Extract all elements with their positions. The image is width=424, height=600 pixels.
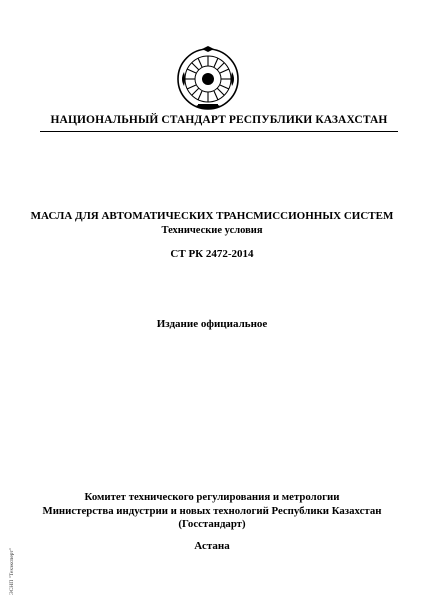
publication-city: Астана: [194, 540, 230, 552]
org-line: Министерства индустрии и новых технологий Республики Казахстан: [42, 504, 382, 517]
org-line: (Госстандарт): [178, 518, 246, 530]
header-divider: [40, 131, 398, 132]
standard-label: НАЦИОНАЛЬНЫЙ СТАНДАРТ РЕСПУБЛИКИ КАЗАХСТАН: [50, 114, 388, 126]
issuing-organization: [20, 491, 404, 532]
side-watermark: ЭСНП "Техэксперт": [9, 547, 15, 595]
edition-label: Издание официальное: [156, 318, 268, 330]
state-emblem-icon: [176, 46, 240, 112]
document-title: МАСЛА ДЛЯ АВТОМАТИЧЕСКИХ ТРАНСМИССИОННЫХ СИСТЕМ: [30, 210, 394, 222]
org-line: Комитет технического регулирования и метрологии: [84, 491, 340, 503]
standard-code: СТ РК 2472-2014: [170, 248, 254, 260]
document-subtitle: Технические условия: [161, 225, 263, 236]
